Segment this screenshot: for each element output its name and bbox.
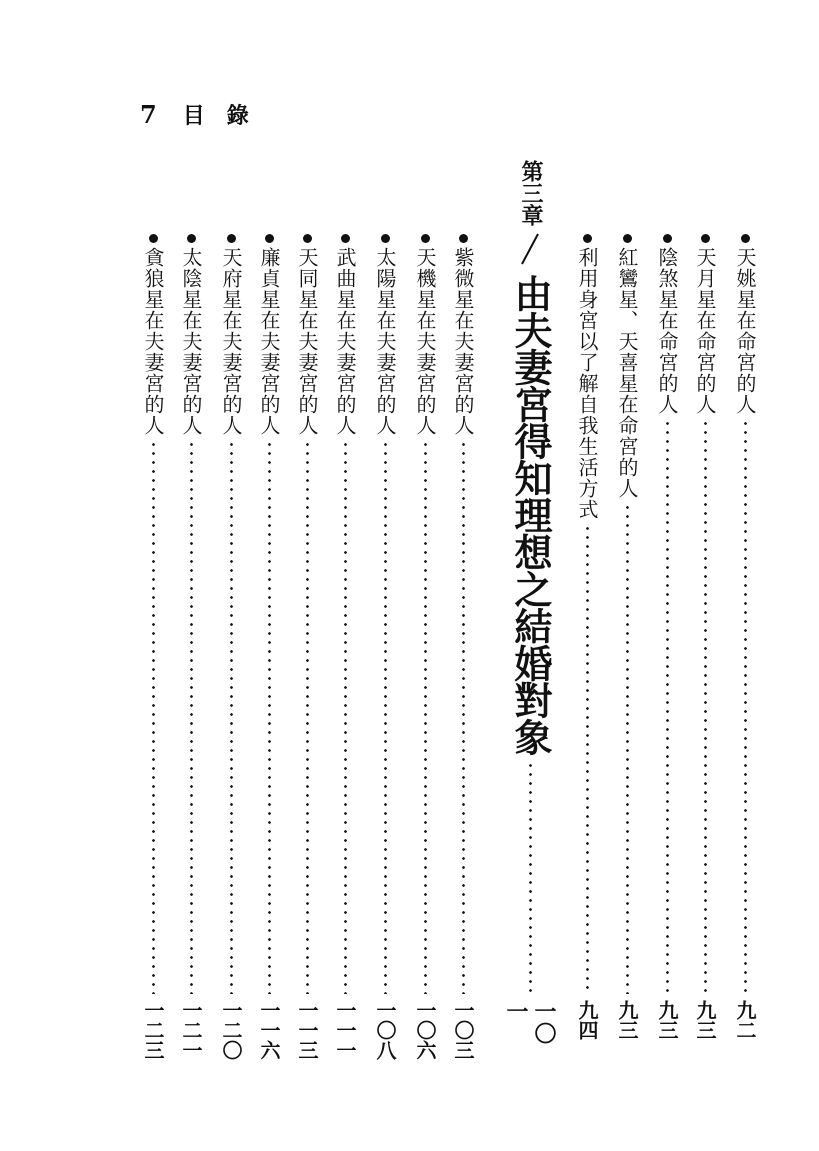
- toc-entry[interactable]: [292, 224, 322, 1064]
- dot-leader: [626, 503, 629, 994]
- dot-leader: [268, 440, 271, 994]
- dot-leader: [424, 440, 427, 994]
- toc-entry[interactable]: [448, 224, 478, 1064]
- dot-leader: [344, 440, 347, 994]
- dot-leader: [384, 440, 387, 994]
- toc-entry-page: 一一一: [333, 1000, 357, 1060]
- toc-entry[interactable]: [572, 224, 602, 1064]
- dot-leader: [230, 440, 233, 994]
- toc-entry-page: 一二三: [141, 1000, 165, 1060]
- chapter-label: 第三章: [518, 160, 543, 226]
- toc-entry-title: 太陰星在夫妻宮的人: [179, 247, 203, 436]
- bullet-icon: [421, 234, 430, 243]
- toc-entry-page: 九三: [693, 1000, 717, 1040]
- toc-entry-page: 一〇八: [373, 1000, 397, 1060]
- bullet-icon: [583, 234, 592, 243]
- dot-leader: [529, 761, 532, 994]
- toc-entry-title: 天姚星在命宮的人: [733, 247, 757, 415]
- toc-entry-page: 一一六: [257, 1000, 281, 1060]
- bullet-icon: [227, 234, 236, 243]
- toc-entry[interactable]: [330, 224, 360, 1064]
- toc-entry[interactable]: [138, 224, 168, 1064]
- toc-entry[interactable]: [612, 224, 642, 1064]
- toc-entry[interactable]: [370, 224, 400, 1064]
- toc-entry-title: 陰煞星在命宮的人: [655, 247, 679, 415]
- bullet-icon: [187, 234, 196, 243]
- chapter-title: 由夫妻宮得知理想之結婚對象: [508, 274, 552, 755]
- toc-entry-title: 太陽星在夫妻宮的人: [373, 247, 397, 436]
- toc-entry-page: 一二〇: [219, 1000, 243, 1060]
- bullet-icon: [303, 234, 312, 243]
- toc-entry[interactable]: [730, 224, 760, 1064]
- bullet-icon: [663, 234, 672, 243]
- bullet-icon: [459, 234, 468, 243]
- bullet-icon: [623, 234, 632, 243]
- dot-leader: [462, 440, 465, 994]
- toc-entry-title: 天機星在夫妻宮的人: [413, 247, 437, 436]
- chapter-heading[interactable]: [505, 160, 555, 1064]
- toc-entry-page: 九三: [655, 1000, 679, 1040]
- dot-leader: [744, 419, 747, 994]
- dot-leader: [586, 524, 589, 994]
- toc-entry-page: 一〇三: [451, 1000, 475, 1060]
- header-title-char-2: 錄: [226, 102, 249, 129]
- dot-leader: [704, 419, 707, 994]
- toc-entry-title: 天同星在夫妻宮的人: [295, 247, 319, 436]
- bullet-icon: [341, 234, 350, 243]
- toc-entry-page: 九二: [733, 1000, 757, 1040]
- toc-entry[interactable]: [254, 224, 284, 1064]
- toc-entry-title: 紅鸞星、天喜星在命宮的人: [615, 247, 639, 499]
- toc-entry-page: 九四: [575, 1000, 599, 1040]
- toc-entry-title: 利用身宮以了解自我生活方式: [575, 247, 599, 520]
- dot-leader: [152, 440, 155, 994]
- page-number: 7: [140, 99, 157, 129]
- toc-entry[interactable]: [410, 224, 440, 1064]
- dot-leader: [666, 419, 669, 994]
- toc-entry[interactable]: [176, 224, 206, 1064]
- slash-divider: [521, 234, 539, 265]
- toc-entry[interactable]: [652, 224, 682, 1064]
- toc-entry-title: 武曲星在夫妻宮的人: [333, 247, 357, 436]
- toc-entry-page: 九三: [615, 1000, 639, 1040]
- header-title-char-1: 目: [182, 102, 205, 129]
- bullet-icon: [741, 234, 750, 243]
- toc-entry-title: 廉貞星在夫妻宮的人: [257, 247, 281, 436]
- toc-entry[interactable]: [690, 224, 720, 1064]
- toc-entry-title: 紫微星在夫妻宮的人: [451, 247, 475, 436]
- dot-leader: [190, 440, 193, 994]
- toc-entry-page: 一二一: [179, 1000, 203, 1060]
- toc-entry-page: 一一三: [295, 1000, 319, 1060]
- bullet-icon: [265, 234, 274, 243]
- toc-entry-title: 天月星在命宮的人: [693, 247, 717, 415]
- toc-entry-page: 一〇六: [413, 1000, 437, 1060]
- toc-entry-title: 貪狼星在夫妻宮的人: [141, 247, 165, 436]
- chapter-page: 一〇一: [503, 1000, 557, 1044]
- bullet-icon: [381, 234, 390, 243]
- bullet-icon: [701, 234, 710, 243]
- bullet-icon: [149, 234, 158, 243]
- toc-entry-title: 天府星在夫妻宮的人: [219, 247, 243, 436]
- toc-entry[interactable]: [216, 224, 246, 1064]
- dot-leader: [306, 440, 309, 994]
